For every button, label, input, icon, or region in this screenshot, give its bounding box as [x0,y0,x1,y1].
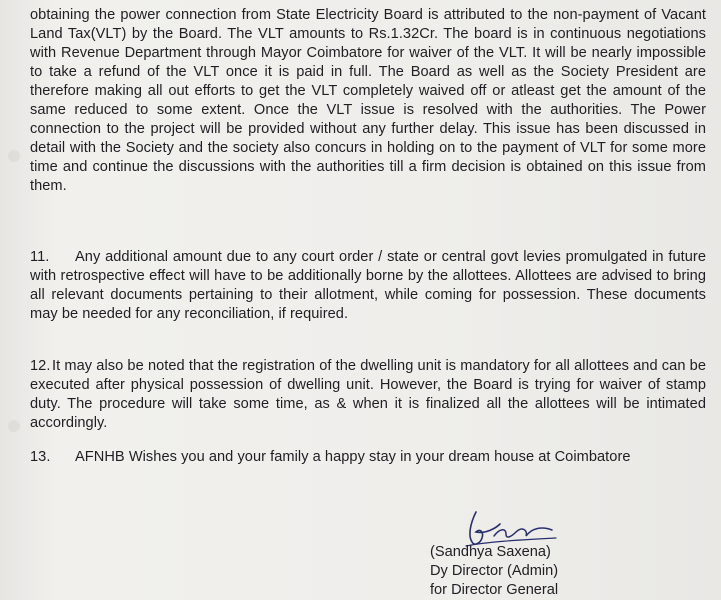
signatory-name: (Sandhya Saxena) [430,544,551,560]
signatory-on-behalf: for Director General [430,582,559,598]
paragraph-11-number: 11. [30,249,50,265]
paragraph-13-text: AFNHB Wishes you and your family a happy stay in your dream house at Coimbatore [75,449,631,465]
paragraph-12-number: 12. [30,358,51,374]
paragraph-13-body [30,448,706,467]
paragraph-13-number: 13. [30,449,51,465]
punch-hole-mark [8,420,20,432]
paragraph-12-text: It may also be noted that the registration of the dwelling unit is mandatory for all allottees and can be executed after physical possession of dwelling unit. However, the Board is trying for waiver of stamp duty. The procedure will take some time, as & when it is finalized all the allottees will be intimated accordingly. [30,358,706,431]
paragraph-12 [30,357,706,433]
punch-hole-mark [8,150,20,162]
paragraph-13 [30,448,706,467]
paragraph-continuation [30,6,706,196]
paragraph-11 [30,248,706,324]
signatory-designation: Dy Director (Admin) [430,563,559,579]
paragraph-12-body [30,357,706,433]
paragraph-11-body [30,248,706,324]
paragraph-continuation-text: obtaining the power connection from State Electricity Board is attributed to the non-payment of Vacant Land Tax(VLT) by the Board. The VLT amounts to Rs.1.32Cr. The board is in continuous negotiations with Revenue Department through Mayor Coimbatore for waiver of the VLT. It will be nearly impossible to take a refund of the VLT once it is paid in full. The Board as well as the Society President are therefore making all out efforts to get the VLT completely waived off or atleast get the amount of the same reduced to some extent. Once the VLT issue is resolved with the authorities. The Power connection to the project will be provided without any further delay. This issue has been discussed in detail with the Society and the society also concurs in holding on to the payment of VLT for some more time and continue the discussions with the authorities till a firm decision is obtained on this issue from them. [30,7,706,194]
signature-block [430,543,558,600]
paragraph-11-text: Any additional amount due to any court order / state or central govt levies promulgated in future with retrospective effect will have to be additionally borne by the allottees. Allottees are advised to bring all relevant documents pertaining to their allotment, while coming for possession. These documents may be needed for any reconciliation, if required. [30,249,706,322]
